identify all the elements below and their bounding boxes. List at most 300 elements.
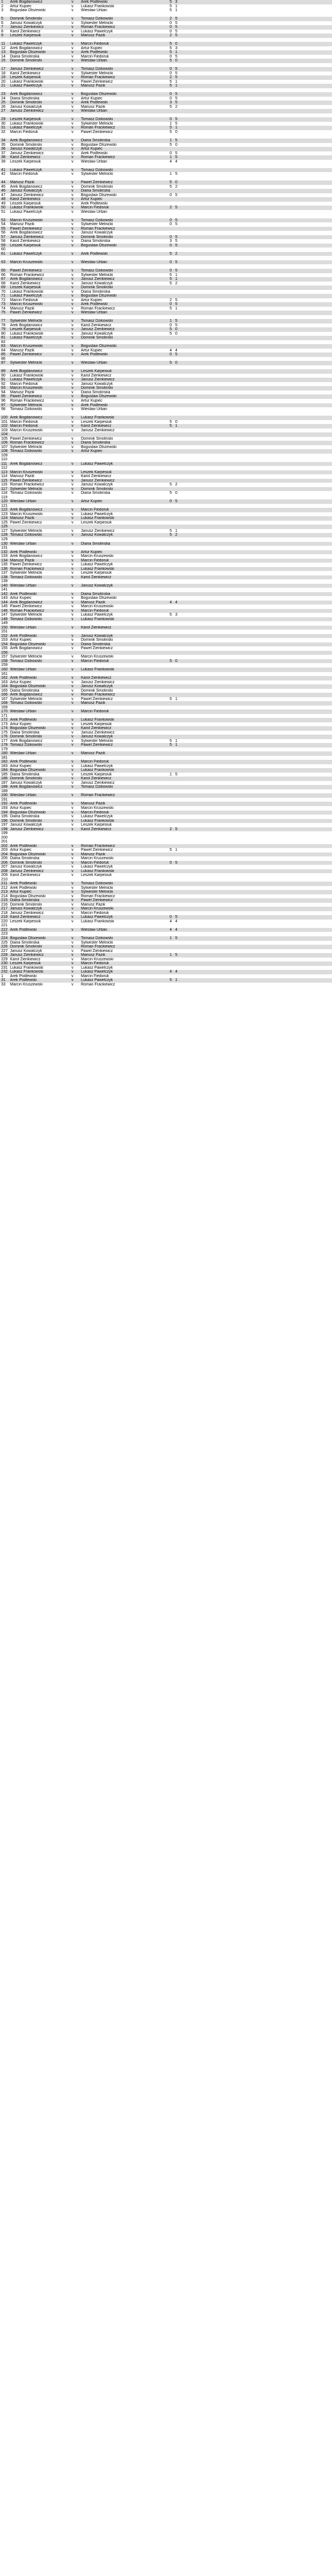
table-row[interactable] — [0, 126, 332, 130]
table-row[interactable] — [0, 470, 332, 475]
table-row[interactable] — [0, 655, 332, 659]
table-row[interactable] — [0, 25, 332, 30]
table-row[interactable] — [0, 483, 332, 487]
table-row[interactable] — [0, 638, 332, 642]
away-player: Mariusz Pazik — [81, 953, 105, 958]
home-player: Sylwester Melnicki — [10, 319, 42, 323]
table-row[interactable] — [0, 307, 332, 311]
table-row[interactable] — [0, 391, 332, 395]
table-row[interactable] — [0, 684, 332, 689]
table-row[interactable] — [0, 353, 332, 357]
away-player: Karol Zienkiewicz — [81, 474, 112, 479]
table-row[interactable] — [0, 474, 332, 479]
table-row[interactable] — [0, 853, 332, 857]
table-row[interactable] — [0, 399, 332, 403]
away-score: 4 — [175, 919, 177, 923]
table-row[interactable] — [0, 714, 332, 718]
table-row[interactable] — [0, 386, 332, 391]
table-row[interactable] — [0, 789, 332, 794]
away-player: Janusz Kowalczyk — [81, 483, 113, 487]
table-row[interactable] — [0, 323, 332, 328]
away-player: Diana Smolinska — [81, 541, 110, 546]
table-row[interactable] — [0, 101, 332, 105]
table-row[interactable] — [0, 0, 332, 4]
table-row[interactable] — [0, 42, 332, 46]
table-row[interactable] — [0, 34, 332, 38]
table-row[interactable] — [0, 8, 332, 13]
table-row[interactable] — [0, 340, 332, 345]
table-row[interactable] — [0, 13, 332, 17]
table-row[interactable] — [0, 840, 332, 844]
table-row[interactable] — [0, 777, 332, 781]
table-row[interactable] — [0, 630, 332, 634]
match-number: 133 — [1, 554, 8, 559]
away-player: Lukasz Frankowski — [81, 718, 114, 722]
home-score: 5 — [170, 180, 172, 185]
table-row[interactable] — [0, 412, 332, 416]
away-score: 1 — [175, 50, 177, 55]
table-row[interactable] — [0, 294, 332, 298]
table-row[interactable] — [0, 264, 332, 269]
table-row[interactable] — [0, 479, 332, 483]
table-row[interactable] — [0, 277, 332, 282]
table-row[interactable] — [0, 823, 332, 827]
table-row[interactable] — [0, 231, 332, 235]
table-row[interactable] — [0, 466, 332, 470]
table-row[interactable] — [0, 319, 332, 323]
table-row[interactable] — [0, 378, 332, 382]
table-row[interactable] — [0, 546, 332, 550]
table-row[interactable] — [0, 836, 332, 840]
table-row[interactable] — [0, 848, 332, 853]
table-row[interactable] — [0, 697, 332, 702]
match-number: 60 — [1, 247, 6, 252]
table-row[interactable] — [0, 764, 332, 769]
table-row[interactable] — [0, 974, 332, 979]
table-row[interactable] — [0, 886, 332, 891]
versus-label: v — [71, 269, 74, 273]
table-row[interactable] — [0, 978, 332, 983]
table-row[interactable] — [0, 785, 332, 789]
table-row[interactable] — [0, 689, 332, 693]
table-row[interactable] — [0, 420, 332, 425]
table-row[interactable] — [0, 97, 332, 101]
table-row[interactable] — [0, 793, 332, 798]
table-row[interactable] — [0, 617, 332, 622]
table-row[interactable] — [0, 953, 332, 958]
table-row[interactable] — [0, 92, 332, 97]
table-row[interactable] — [0, 458, 332, 462]
table-row[interactable] — [0, 936, 332, 941]
home-player: Marcin Kruszewski — [10, 386, 43, 391]
table-row[interactable] — [0, 773, 332, 777]
table-row[interactable] — [0, 983, 332, 987]
table-row[interactable] — [0, 46, 332, 51]
home-score: 5 — [170, 59, 172, 63]
table-row[interactable] — [0, 710, 332, 714]
home-player: Janusz Kowalczyk — [10, 865, 42, 869]
table-row[interactable] — [0, 445, 332, 450]
table-row[interactable] — [0, 84, 332, 88]
table-row[interactable] — [0, 923, 332, 928]
home-player: Pawel Zienkiewicz — [10, 436, 42, 441]
table-row[interactable] — [0, 563, 332, 567]
table-row[interactable] — [0, 865, 332, 869]
table-row[interactable] — [0, 987, 332, 991]
table-row[interactable] — [0, 222, 332, 227]
versus-label: v — [71, 676, 74, 680]
table-row[interactable] — [0, 282, 332, 286]
table-row[interactable] — [0, 903, 332, 907]
table-row[interactable] — [0, 206, 332, 210]
table-row[interactable] — [0, 80, 332, 84]
table-row[interactable] — [0, 315, 332, 320]
table-row[interactable] — [0, 151, 332, 156]
table-row[interactable] — [0, 907, 332, 911]
home-score: 0 — [170, 193, 172, 197]
table-row[interactable] — [0, 873, 332, 878]
table-row[interactable] — [0, 177, 332, 181]
table-row[interactable] — [0, 529, 332, 534]
table-row[interactable] — [0, 210, 332, 215]
table-row[interactable] — [0, 768, 332, 773]
table-row[interactable] — [0, 961, 332, 966]
table-row[interactable] — [0, 130, 332, 135]
table-row[interactable] — [0, 915, 332, 920]
match-number: 165 — [1, 688, 8, 693]
table-row[interactable] — [0, 432, 332, 437]
table-row[interactable] — [0, 680, 332, 685]
table-row[interactable] — [0, 781, 332, 785]
table-row[interactable] — [0, 172, 332, 177]
table-row[interactable] — [0, 227, 332, 231]
table-row[interactable] — [0, 588, 332, 592]
table-row[interactable] — [0, 327, 332, 332]
table-row[interactable] — [0, 21, 332, 26]
table-row[interactable] — [0, 676, 332, 680]
table-row[interactable] — [0, 613, 332, 617]
away-player: Artur Kupiec — [81, 197, 103, 202]
table-row[interactable] — [0, 17, 332, 21]
table-row[interactable] — [0, 882, 332, 886]
table-row[interactable] — [0, 811, 332, 815]
table-row[interactable] — [0, 59, 332, 63]
table-row[interactable] — [0, 424, 332, 428]
table-row[interactable] — [0, 499, 332, 504]
table-row[interactable] — [0, 55, 332, 59]
table-row[interactable] — [0, 247, 332, 252]
table-row[interactable] — [0, 357, 332, 361]
away-player: Lukasz Pawelczyk — [81, 965, 113, 970]
table-row[interactable] — [0, 407, 332, 412]
home-player: Dominik Smolinski — [10, 17, 42, 21]
table-row[interactable] — [0, 958, 332, 962]
table-row[interactable] — [0, 214, 332, 218]
versus-label: v — [71, 487, 74, 491]
table-row[interactable] — [0, 361, 332, 365]
table-row[interactable] — [0, 374, 332, 378]
match-number: 120 — [1, 499, 8, 504]
table-row[interactable] — [0, 147, 332, 151]
table-row[interactable] — [0, 945, 332, 949]
away-player: Marcin Fiedoruk — [81, 42, 109, 46]
table-row[interactable] — [0, 285, 332, 290]
table-row[interactable] — [0, 898, 332, 903]
home-player: Janusz Kowalczyk — [10, 907, 42, 911]
versus-label: v — [71, 4, 74, 8]
table-row[interactable] — [0, 180, 332, 185]
versus-label: v — [71, 735, 74, 739]
table-row[interactable] — [0, 72, 332, 76]
table-row[interactable] — [0, 197, 332, 202]
table-row[interactable] — [0, 706, 332, 710]
table-row[interactable] — [0, 596, 332, 601]
table-row[interactable] — [0, 878, 332, 882]
away-score: 5 — [175, 302, 177, 307]
table-row[interactable] — [0, 437, 332, 441]
table-row[interactable] — [0, 269, 332, 273]
table-row[interactable] — [0, 521, 332, 525]
table-row[interactable] — [0, 621, 332, 626]
table-row[interactable] — [0, 756, 332, 760]
table-row[interactable] — [0, 491, 332, 496]
table-row[interactable] — [0, 584, 332, 588]
table-row[interactable] — [0, 718, 332, 722]
table-row[interactable] — [0, 516, 332, 521]
table-row[interactable] — [0, 890, 332, 894]
table-row[interactable] — [0, 189, 332, 193]
match-number: 108 — [1, 449, 8, 454]
versus-label: v — [71, 306, 74, 311]
table-row[interactable] — [0, 751, 332, 756]
table-row[interactable] — [0, 550, 332, 555]
home-player: Arek Podlewski — [10, 550, 37, 554]
table-row[interactable] — [0, 235, 332, 240]
table-row[interactable] — [0, 122, 332, 126]
home-score: 4 — [170, 927, 172, 932]
table-row[interactable] — [0, 941, 332, 945]
table-row[interactable] — [0, 311, 332, 315]
home-player: Arek Podlewski — [10, 760, 37, 764]
table-row[interactable] — [0, 537, 332, 542]
table-row[interactable] — [0, 579, 332, 584]
table-row[interactable] — [0, 601, 332, 605]
table-row[interactable] — [0, 113, 332, 118]
table-row[interactable] — [0, 861, 332, 865]
table-row[interactable] — [0, 571, 332, 575]
table-row[interactable] — [0, 218, 332, 223]
away-player: Janusz Zienkiewicz — [81, 730, 115, 735]
table-row[interactable] — [0, 139, 332, 143]
table-row[interactable] — [0, 487, 332, 492]
table-row[interactable] — [0, 920, 332, 924]
table-row[interactable] — [0, 743, 332, 747]
table-row[interactable] — [0, 135, 332, 139]
match-number: 5 — [1, 17, 3, 21]
table-row[interactable] — [0, 827, 332, 832]
away-score: 1 — [175, 528, 177, 533]
table-row[interactable] — [0, 949, 332, 954]
versus-label: v — [71, 970, 74, 974]
table-row[interactable] — [0, 75, 332, 80]
table-row[interactable] — [0, 462, 332, 466]
table-row[interactable] — [0, 542, 332, 546]
table-row[interactable] — [0, 63, 332, 68]
table-row[interactable] — [0, 38, 332, 42]
versus-label: v — [71, 231, 74, 235]
match-number: 15 — [1, 59, 6, 63]
table-row[interactable] — [0, 533, 332, 537]
home-player: Diana Smolinska — [10, 815, 40, 819]
table-row[interactable] — [0, 995, 332, 999]
versus-label: v — [71, 777, 74, 781]
table-row[interactable] — [0, 454, 332, 458]
versus-label: v — [71, 512, 74, 516]
table-row[interactable] — [0, 256, 332, 260]
table-row[interactable] — [0, 428, 332, 433]
table-row[interactable] — [0, 747, 332, 752]
versus-label: v — [71, 386, 74, 391]
table-row[interactable] — [0, 726, 332, 731]
away-player: Sylwester Melnicki — [81, 739, 113, 743]
table-row[interactable] — [0, 844, 332, 849]
table-row[interactable] — [0, 88, 332, 93]
table-row[interactable] — [0, 592, 332, 597]
table-row[interactable] — [0, 441, 332, 445]
home-player: Janusz Kowalczyk — [10, 21, 42, 25]
table-row[interactable] — [0, 663, 332, 668]
table-row[interactable] — [0, 659, 332, 664]
table-row[interactable] — [0, 382, 332, 387]
match-number: 83 — [1, 344, 6, 349]
table-row[interactable] — [0, 508, 332, 512]
table-row[interactable] — [0, 693, 332, 697]
table-row[interactable] — [0, 642, 332, 647]
match-number: 191 — [1, 797, 8, 802]
table-row[interactable] — [0, 332, 332, 336]
table-row[interactable] — [0, 302, 332, 307]
table-row[interactable] — [0, 894, 332, 899]
table-row[interactable] — [0, 966, 332, 970]
table-row[interactable] — [0, 244, 332, 248]
table-row[interactable] — [0, 109, 332, 113]
table-row[interactable] — [0, 672, 332, 677]
table-row[interactable] — [0, 567, 332, 572]
home-score: 0 — [170, 353, 172, 357]
table-row[interactable] — [0, 164, 332, 168]
home-player: Marcin Kruszewski — [10, 982, 43, 987]
table-row[interactable] — [0, 970, 332, 974]
table-row[interactable] — [0, 496, 332, 500]
away-score: 5 — [175, 96, 177, 101]
table-row[interactable] — [0, 604, 332, 609]
table-row[interactable] — [0, 67, 332, 72]
table-row[interactable] — [0, 819, 332, 823]
table-row[interactable] — [0, 344, 332, 349]
table-row[interactable] — [0, 806, 332, 811]
table-row[interactable] — [0, 646, 332, 651]
table-row[interactable] — [0, 193, 332, 198]
table-row[interactable] — [0, 105, 332, 109]
table-row[interactable] — [0, 609, 332, 613]
table-row[interactable] — [0, 831, 332, 836]
table-row[interactable] — [0, 525, 332, 529]
match-number: 30 — [1, 121, 6, 126]
table-row[interactable] — [0, 911, 332, 916]
away-player: Sylwester Melnicki — [81, 172, 113, 177]
table-row[interactable] — [0, 416, 332, 420]
table-row[interactable] — [0, 798, 332, 802]
table-row[interactable] — [0, 336, 332, 340]
match-number: 123 — [1, 512, 8, 516]
table-row[interactable] — [0, 701, 332, 706]
table-row[interactable] — [0, 668, 332, 672]
table-row[interactable] — [0, 651, 332, 655]
table-row[interactable] — [0, 273, 332, 278]
table-row[interactable] — [0, 117, 332, 122]
table-row[interactable] — [0, 394, 332, 399]
table-row[interactable] — [0, 202, 332, 206]
table-row[interactable] — [0, 298, 332, 303]
table-row[interactable] — [0, 349, 332, 353]
table-row[interactable] — [0, 739, 332, 744]
table-row[interactable] — [0, 932, 332, 936]
table-row[interactable] — [0, 869, 332, 874]
table-row[interactable] — [0, 634, 332, 639]
table-row[interactable] — [0, 30, 332, 34]
table-row[interactable] — [0, 626, 332, 630]
versus-label: v — [71, 361, 74, 365]
table-row[interactable] — [0, 403, 332, 408]
table-row[interactable] — [0, 928, 332, 932]
table-row[interactable] — [0, 449, 332, 454]
home-player: Tomasz Dzikowski — [10, 617, 42, 621]
away-score: 1 — [175, 79, 177, 84]
versus-label: v — [71, 667, 74, 672]
table-row[interactable] — [0, 554, 332, 559]
table-row[interactable] — [0, 512, 332, 517]
table-row[interactable] — [0, 4, 332, 9]
table-row[interactable] — [0, 802, 332, 806]
versus-label: v — [71, 75, 74, 80]
away-player: Leszek Karpesiuk — [81, 873, 112, 878]
table-row[interactable] — [0, 991, 332, 996]
table-row[interactable] — [0, 160, 332, 164]
table-row[interactable] — [0, 290, 332, 294]
table-row[interactable] — [0, 168, 332, 173]
versus-label: v — [71, 201, 74, 206]
table-row[interactable] — [0, 760, 332, 764]
table-row[interactable] — [0, 143, 332, 147]
table-row[interactable] — [0, 735, 332, 739]
table-row[interactable] — [0, 260, 332, 265]
table-row[interactable] — [0, 559, 332, 563]
away-player: Dominik Smolinski — [81, 235, 113, 239]
table-row[interactable] — [0, 504, 332, 508]
table-row[interactable] — [0, 50, 332, 55]
table-row[interactable] — [0, 815, 332, 819]
table-row[interactable] — [0, 252, 332, 256]
table-row[interactable] — [0, 155, 332, 160]
table-row[interactable] — [0, 239, 332, 244]
table-row[interactable] — [0, 731, 332, 735]
table-row[interactable] — [0, 722, 332, 727]
table-row[interactable] — [0, 185, 332, 189]
table-row[interactable] — [0, 575, 332, 580]
table-row[interactable] — [0, 856, 332, 861]
table-row[interactable] — [0, 369, 332, 374]
table-row[interactable] — [0, 365, 332, 370]
